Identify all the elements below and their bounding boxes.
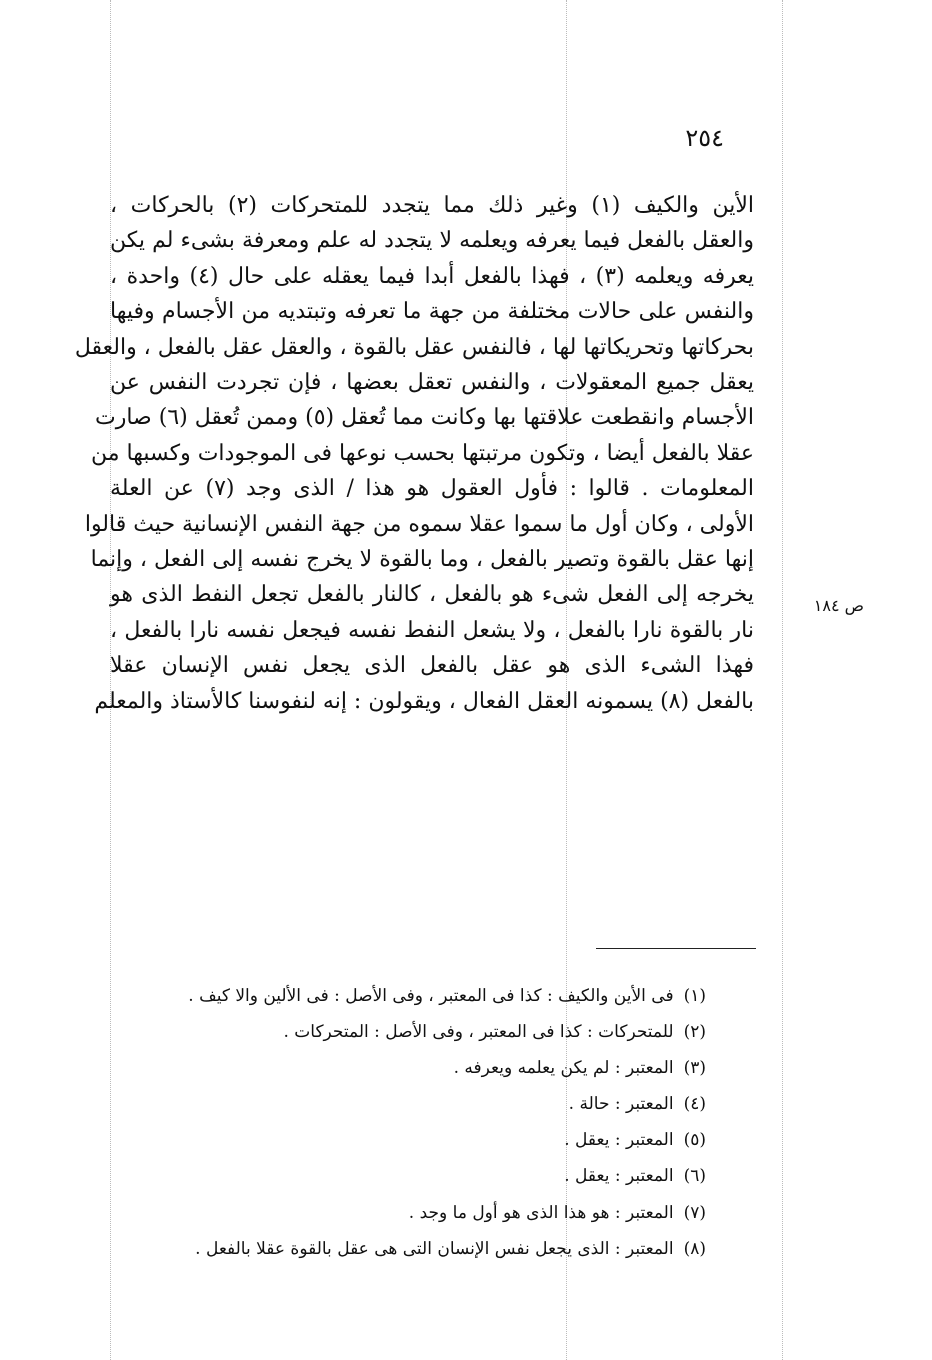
text-line: المعلومات . قالوا : فأول العقول هو هذا / الذى وجد (٧) عن العلة (110, 476, 754, 502)
footnote-text: المعتبر : هو هذا الذى هو أول ما وجد . (408, 1202, 674, 1223)
footnote-text: المعتبر : يعقل . (564, 1166, 674, 1187)
footnote-separator (596, 948, 756, 949)
text-line: عقلا بالفعل أيضا ، وتكون مرتبتها بحسب نوعها فى الموجودات وكسبها من (90, 440, 754, 466)
text-line: نار بالقوة نارا بالفعل ، ولا يشعل النفط نفسه فيجعل نفسه نارا بالفعل ، (110, 617, 754, 643)
footnote-number: (٤) (683, 1094, 706, 1115)
text-line: يخرجه إلى الفعل شىء هو بالفعل ، كالنار بالفعل تجعل النفط الذى هو (110, 582, 754, 608)
text-line: يعرفه ويعلمه (٣) ، فهذا بالفعل أبدا فيما يعقله على حال (٤) واحدة ، (110, 263, 754, 289)
text-line: بحركاتها وتحريكاتها لها ، فالنفس عقل بالقوة ، والعقل عقل بالفعل ، والعقل (74, 334, 754, 360)
footnote-item (120, 1231, 706, 1267)
text-line: الأين والكيف (١) وغير ذلك مما يتجدد للمتحركات (٢) بالحركات ، (110, 193, 754, 218)
text-line: يعقل جميع المعقولات ، والنفس تعقل بعضها ، فإن تجردت النفس عن (110, 370, 754, 396)
footnote-number: (٢) (683, 1022, 706, 1043)
text-line: والنفس على حالات مختلفة من جهة ما تعرفه وتبتديه من الأجسام وفيها (110, 299, 754, 325)
page-number: ٢٥٤ (685, 124, 724, 152)
footnote-item (120, 978, 706, 1014)
footnote-number: (١) (683, 986, 706, 1006)
scan-guide-line-right (782, 0, 783, 1360)
margin-page-reference: ص ١٨٤ (813, 596, 864, 615)
footnote-number: (٣) (683, 1058, 706, 1079)
text-line: إنها عقل بالقوة وتصير بالفعل ، وما بالقوة لا يخرج نفسه إلى الفعل ، وإنما (90, 547, 754, 573)
footnote-text: المعتبر : لم يكن يعلمه ويعرفه . (453, 1058, 674, 1079)
footnote-item (120, 1014, 706, 1050)
footnote-number: (٨) (683, 1238, 706, 1259)
text-line: الأجسام وانقطعت علاقتها بها وكانت مما تُعقل (٥) وممن تُعقل (٦) صارت (95, 405, 754, 431)
text-line: بالفعل (٨) يسمونه العقل الفعال ، ويقولون : إنه لنفوسنا كالأستاذ والمعلم (94, 688, 754, 714)
footnote-text: المعتبر : حالة . (568, 1094, 674, 1115)
footnote-item (120, 1158, 706, 1194)
footnote-text: للمتحركات : كذا فى المعتبر ، وفى الأصل : المتحركات . (283, 1022, 674, 1043)
footnote-number: (٥) (683, 1130, 706, 1151)
main-text-block (74, 188, 754, 719)
footnote-item (120, 1195, 706, 1231)
footnote-number: (٦) (683, 1166, 706, 1187)
footnote-text: فى الأين والكيف : كذا فى المعتبر ، وفى الأصل : فى الألين والا كيف . (188, 986, 674, 1006)
footnote-text: المعتبر : الذى يجعل نفس الإنسان التى هى عقل بالقوة عقلا بالفعل . (195, 1238, 674, 1259)
footnote-number: (٧) (683, 1202, 706, 1223)
text-line: الأولى ، وكان أول ما سموا عقلا سموه من جهة النفس الإنسانية حيث قالوا (84, 511, 754, 537)
footnote-item (120, 1086, 706, 1122)
footnote-text: المعتبر : يعقل . (564, 1130, 674, 1151)
footnotes-block (120, 978, 706, 1267)
text-line: فهذا الشىء الذى هو عقل بالفعل الذى يجعل نفس الإنسان عقلا (110, 653, 754, 679)
footnote-item (120, 1050, 706, 1086)
footnote-item (120, 1122, 706, 1158)
text-line: والعقل بالفعل فيما يعرفه ويعلمه لا يتجدد له علم ومعرفة بشىء لم يكن (110, 228, 754, 254)
